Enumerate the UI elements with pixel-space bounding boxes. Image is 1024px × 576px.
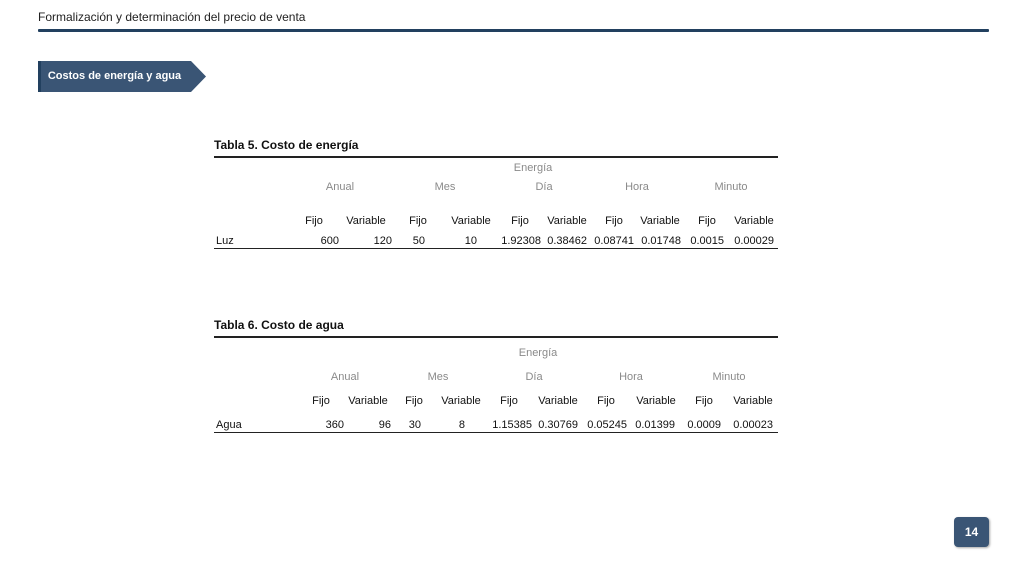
group-header: Energía [513, 162, 553, 174]
column-header: Fijo [698, 215, 716, 227]
table-cell: 1.15385 [492, 419, 532, 431]
table-cell: 1.92308 [501, 235, 541, 247]
row-label: Luz [216, 235, 234, 247]
table-title: Tabla 6. Costo de agua [214, 318, 344, 332]
column-header: Fijo [511, 215, 529, 227]
period-header: Día [525, 371, 543, 383]
column-header: Fijo [605, 215, 623, 227]
table-title: Tabla 5. Costo de energía [214, 138, 359, 152]
table-cell: 0.01748 [641, 235, 681, 247]
table-cell: 10 [464, 235, 477, 247]
column-header: Variable [538, 395, 578, 407]
table-cell: 600 [320, 235, 339, 247]
table-cell: 0.30769 [538, 419, 578, 431]
column-header: Fijo [695, 395, 713, 407]
period-header: Mes [427, 371, 449, 383]
column-header: Variable [640, 215, 680, 227]
column-header: Fijo [597, 395, 615, 407]
table-bottom-rule [214, 248, 778, 249]
period-header: Minuto [714, 181, 748, 193]
period-header: Hora [619, 371, 643, 383]
row-label: Agua [216, 419, 242, 431]
table-cell: 50 [412, 235, 425, 247]
column-header: Variable [441, 395, 481, 407]
table-bottom-rule [214, 432, 778, 433]
column-header: Variable [636, 395, 676, 407]
table-top-rule [214, 156, 778, 158]
period-header: Día [535, 181, 553, 193]
header-title: Formalización y determinación del precio de venta [38, 10, 306, 24]
column-header: Variable [547, 215, 587, 227]
column-header: Fijo [405, 395, 423, 407]
period-header: Anual [325, 181, 355, 193]
table-cell: 0.01399 [635, 419, 675, 431]
table-cell: 8 [458, 419, 465, 431]
column-header: Variable [348, 395, 388, 407]
table-cell: 360 [325, 419, 344, 431]
column-header: Variable [734, 215, 774, 227]
table-top-rule [214, 336, 778, 338]
table-cell: 0.00023 [733, 419, 773, 431]
section-tag-label: Costos de energía y agua [47, 70, 182, 82]
table-cell: 96 [378, 419, 391, 431]
column-header: Fijo [409, 215, 427, 227]
period-header: Minuto [712, 371, 746, 383]
table-cell: 0.38462 [547, 235, 587, 247]
table-cell: 0.0015 [690, 235, 724, 247]
column-header: Fijo [305, 215, 323, 227]
group-header: Energía [518, 347, 558, 359]
table-cell: 0.08741 [594, 235, 634, 247]
period-header: Anual [330, 371, 360, 383]
column-header: Fijo [500, 395, 518, 407]
period-header: Mes [434, 181, 456, 193]
column-header: Variable [451, 215, 491, 227]
column-header: Variable [346, 215, 386, 227]
page-number: 14 [954, 517, 989, 547]
header-divider [38, 29, 989, 32]
table-cell: 0.0009 [687, 419, 721, 431]
column-header: Variable [733, 395, 773, 407]
table-cell: 30 [408, 419, 421, 431]
table-cell: 120 [373, 235, 392, 247]
section-tag [38, 61, 206, 92]
period-header: Hora [625, 181, 649, 193]
table-cell: 0.05245 [587, 419, 627, 431]
table-cell: 0.00029 [734, 235, 774, 247]
column-header: Fijo [312, 395, 330, 407]
